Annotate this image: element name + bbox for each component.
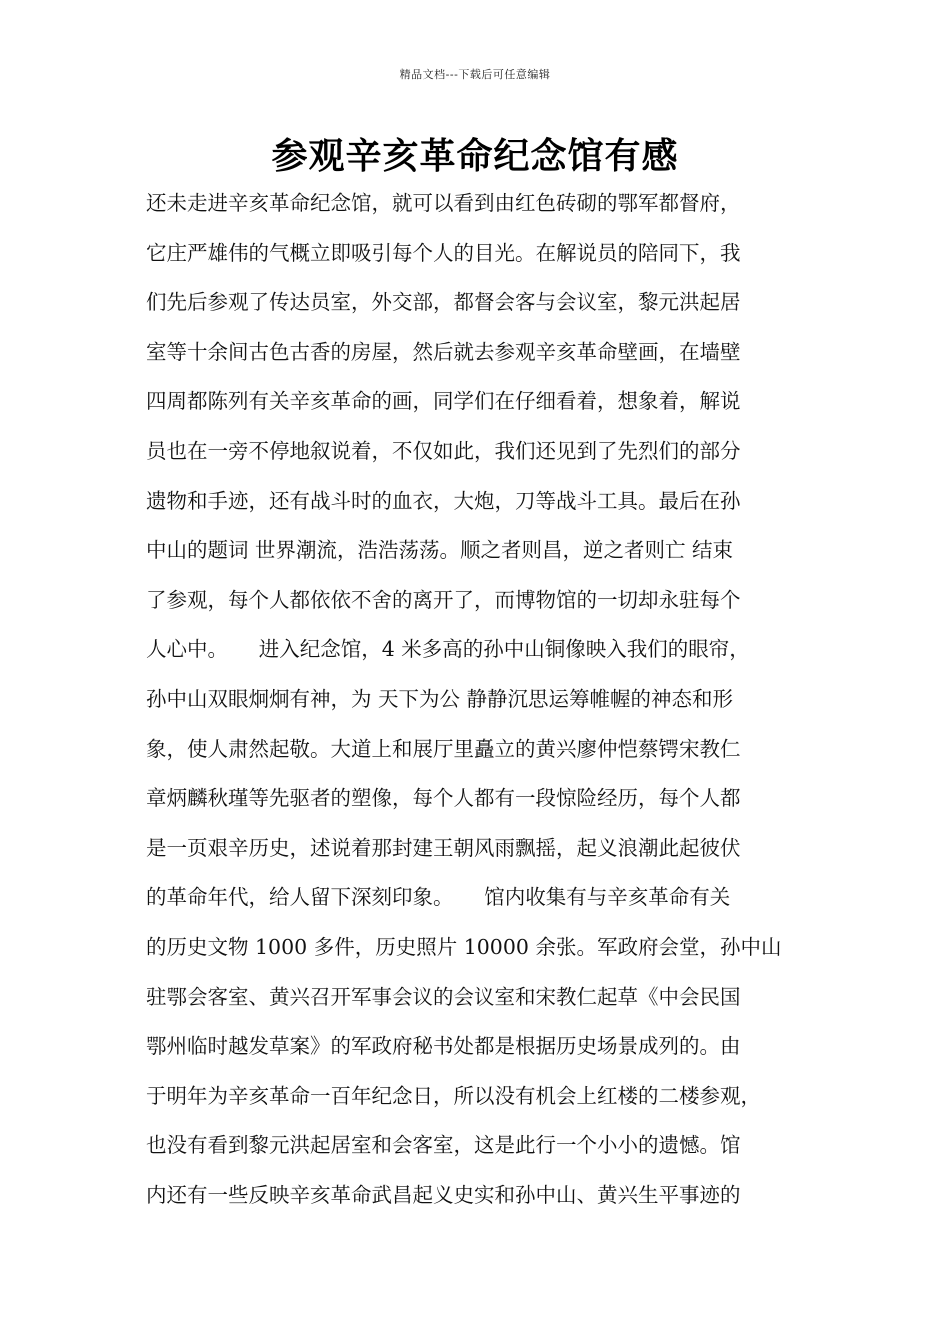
text-line: 人心中。 进入纪念馆，4 米多高的孙中山铜像映入我们的眼帘，	[146, 637, 750, 662]
text-line: 于明年为辛亥革命一百年纪念日，所以没有机会上红楼的二楼参观，	[146, 1083, 761, 1108]
text-line: 员也在一旁不停地叙说着，不仅如此，我们还见到了先烈们的部分	[146, 438, 741, 463]
text-line: 了参观，每个人都依依不舍的离开了，而博物馆的一切却永驻每个	[146, 587, 741, 612]
document-title: 参观辛亥革命纪念馆有感	[271, 136, 679, 177]
text-line: 内还有一些反映辛亥革命武昌起义史实和孙中山、黄兴生平事迹的	[146, 1182, 741, 1207]
text-line: 象，使人肃然起敬。大道上和展厅里矗立的黄兴廖仲恺蔡锷宋教仁	[146, 736, 741, 761]
text-line: 中山的题词 世界潮流，浩浩荡荡。顺之者则昌，逆之者则亡 结束	[146, 538, 734, 563]
text-line: 它庄严雄伟的气概立即吸引每个人的目光。在解说员的陪同下，我	[146, 240, 741, 265]
text-line: 鄂州临时越发草案》的军政府秘书处都是根据历史场景成列的。由	[146, 1034, 741, 1059]
text-line: 的革命年代，给人留下深刻印象。 馆内收集有与辛亥革命有关	[146, 885, 731, 910]
text-line: 是一页艰辛历史，述说着那封建王朝风雨飘摇，起义浪潮此起彼伏	[146, 835, 741, 860]
text-line: 们先后参观了传达员室，外交部，都督会客与会议室，黎元洪起居	[146, 290, 741, 315]
text-line: 四周都陈列有关辛亥革命的画，同学们在仔细看着，想象着，解说	[146, 389, 741, 414]
text-line: 章炳麟秋瑾等先驱者的塑像，每个人都有一段惊险经历，每个人都	[146, 786, 741, 811]
text-line: 驻鄂会客室、黄兴召开军事会议的会议室和宋教仁起草《中会民国	[146, 984, 741, 1009]
text-line: 孙中山双眼炯炯有神，为 天下为公 静静沉思运筹帷幄的神态和形	[146, 686, 734, 711]
header-note: 精品文档---下载后可任意编辑	[399, 68, 551, 81]
text-line: 的历史文物 1000 多件，历史照片 10000 余张。军政府会堂，孙中山	[146, 934, 782, 959]
text-line: 还未走进辛亥革命纪念馆，就可以看到由红色砖砌的鄂军都督府，	[146, 191, 741, 215]
text-line: 室等十余间古色古香的房屋，然后就去参观辛亥革命壁画，在墙壁	[146, 339, 741, 364]
text-line: 也没有看到黎元洪起居室和会客室，这是此行一个小小的遗憾。馆	[146, 1133, 741, 1158]
body-text	[146, 180, 836, 1221]
text-line: 遗物和手迹，还有战斗时的血衣，大炮，刀等战斗工具。最后在孙	[146, 488, 741, 513]
